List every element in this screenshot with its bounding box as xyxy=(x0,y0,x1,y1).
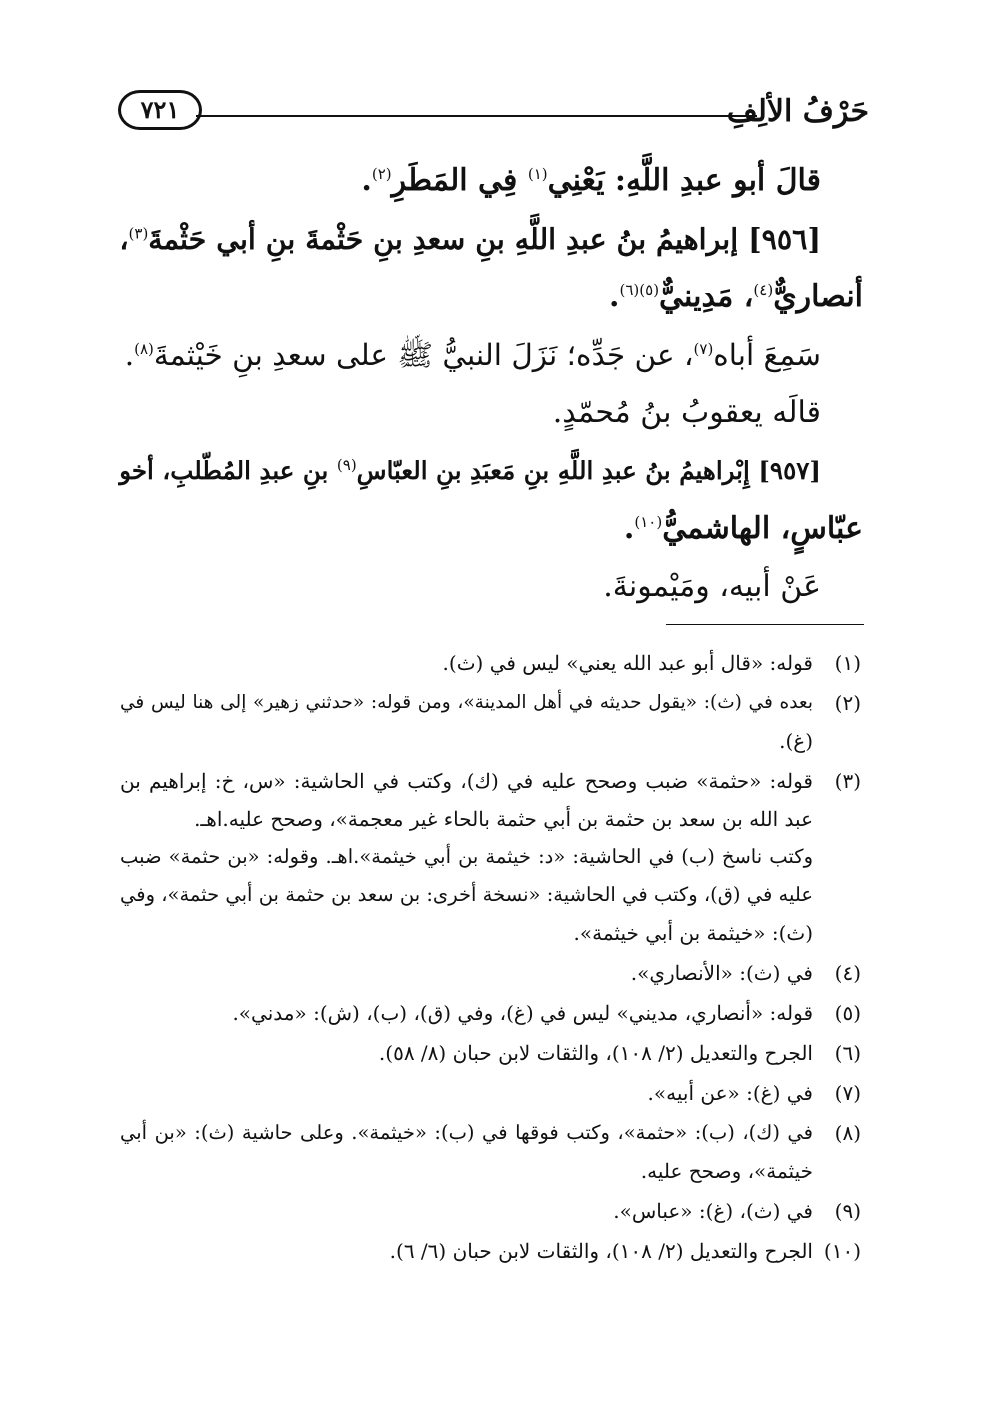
footnote-ref[interactable]: (٧) xyxy=(693,340,714,359)
footnote-number: (٩) xyxy=(834,1199,861,1223)
footnote-7: (٧) في (غ): «عن أبيه». xyxy=(120,1074,861,1112)
footnote-ref[interactable]: (٩) xyxy=(336,455,357,474)
footnote-number: (٤) xyxy=(834,961,861,985)
footnote-ref[interactable]: (١) xyxy=(527,165,548,183)
entry-heading-956: [٩٥٦] إبراهيمُ بنُ عبدِ اللَّهِ بنِ سعدِ بنِ حَثْمةَ بنِ أبي حَثْمةَ$^{(٣)}$، xyxy=(119,222,821,256)
footnote-6: (٦) الجرح والتعديل (٢/ ١٠٨)، والثقات لابن حبان (٨/ ٥٨). xyxy=(120,1034,861,1072)
header-rule xyxy=(196,115,757,117)
footnote-number: (١٠) xyxy=(823,1239,861,1263)
footnote-8: (٨) في (ك)، (ب): «حثمة»، وكتب فوقها في (ب): «خيثمة». وعلى حاشية (ث): «بن أبي خيثمة»، وصحح عليه. xyxy=(120,1114,861,1190)
text-line: عبّاسٍ، الهاشميُّ$^{(١٠)}$. xyxy=(623,511,863,546)
footnote-number: (٨) xyxy=(834,1121,861,1145)
footnote-ref[interactable]: (١٠) xyxy=(634,513,663,531)
footnote-ref[interactable]: (٣) xyxy=(128,224,149,243)
text-line: أنصاريٌّ$^{(٤)}$، مَدِينيٌّ$^{(٥)(٦)}$. xyxy=(609,279,863,314)
text-line: سَمِعَ أباه$^{(٧)}$، عن جَدِّه؛ نَزَلَ النبيُّ ﷺ على سعدِ بنِ خَيْثمةَ$^{(٨)}$. xyxy=(124,338,821,372)
footnote-9: (٩) في (ث)، (غ): «عباس». xyxy=(120,1192,861,1230)
running-title: حَرْفُ الألِفِ xyxy=(726,94,869,129)
footnote-10: (١٠) الجرح والتعديل (٢/ ١٠٨)، والثقات لابن حبان (٦/ ٦). xyxy=(120,1232,861,1270)
footnote-4: (٤) في (ث): «الأنصاري». xyxy=(120,954,861,992)
footnote-ref[interactable]: (٥)(٦) xyxy=(619,281,660,299)
footnote-3: (٣) قوله: «حثمة» ضبب وصحح عليه في (ك)، وكتب في الحاشية: «س، خ: إبراهيم بن عبد الله بن سعد بن حثمة بن أبي حثمة بالحاء غير معجمة»، وصحح عليه.اهـ. وكتب ناسخ (ب) في الحاشية: «د: خيثمة بن أبي خيثمة».اهـ. وقوله: «بن حثمة» ضبب عليه في (ق)، وكتب في الحاشية: «نسخة أخرى: بن سعد بن حثمة بن أبي حثمة»، وفي (ث): «خيثمة بن أبي خيثمة». xyxy=(120,762,861,952)
footnote-number: (٦) xyxy=(834,1041,861,1065)
footnotes xyxy=(120,644,861,1272)
footnote-2: (٢) بعده في (ث): «يقول حديثه في أهل المدينة»، ومن قوله: «حدثني زهير» إلى هنا ليس في (غ). xyxy=(120,684,861,760)
footnote-separator xyxy=(666,624,864,625)
main-text xyxy=(118,152,863,616)
footnote-1: (١) قوله: «قال أبو عبد الله يعني» ليس في (ث). xyxy=(120,644,861,682)
footnote-5: (٥) قوله: «أنصاري، مديني» ليس في (غ)، وفي (ق)، (ب)، (ش): «مدني». xyxy=(120,994,861,1032)
footnote-ref[interactable]: (٨) xyxy=(134,340,154,359)
footnote-number: (٢) xyxy=(834,691,861,715)
footnote-ref[interactable]: (٤) xyxy=(753,281,774,299)
footnote-number: (٧) xyxy=(834,1081,861,1105)
footnote-number: (٥) xyxy=(834,1001,861,1025)
page-number-badge: ٧٢١ xyxy=(118,90,202,130)
text-line: قالَ أبو عبدِ اللَّهِ: يَعْنِي$^{(١)}$ فِي المَطَرِ$^{(٢)}$. xyxy=(361,163,821,198)
footnote-number: (٣) xyxy=(834,769,861,793)
text-line: قالَه يعقوبُ بنُ مُحمّدٍ. xyxy=(552,395,821,430)
footnote-ref[interactable]: (٢) xyxy=(371,165,392,183)
footnote-number: (١) xyxy=(834,651,861,675)
page-header xyxy=(118,88,869,144)
entry-heading-957: [٩٥٧] إِبْراهيمُ بنُ عبدِ اللَّهِ بنِ مَعبَدِ بنِ العبّاسِ$^{(٩)}$ بنِ عبدِ المُطّلبِ، أخو xyxy=(119,455,821,485)
text-line: عَنْ أبيه، ومَيْمونةَ. xyxy=(603,569,821,604)
